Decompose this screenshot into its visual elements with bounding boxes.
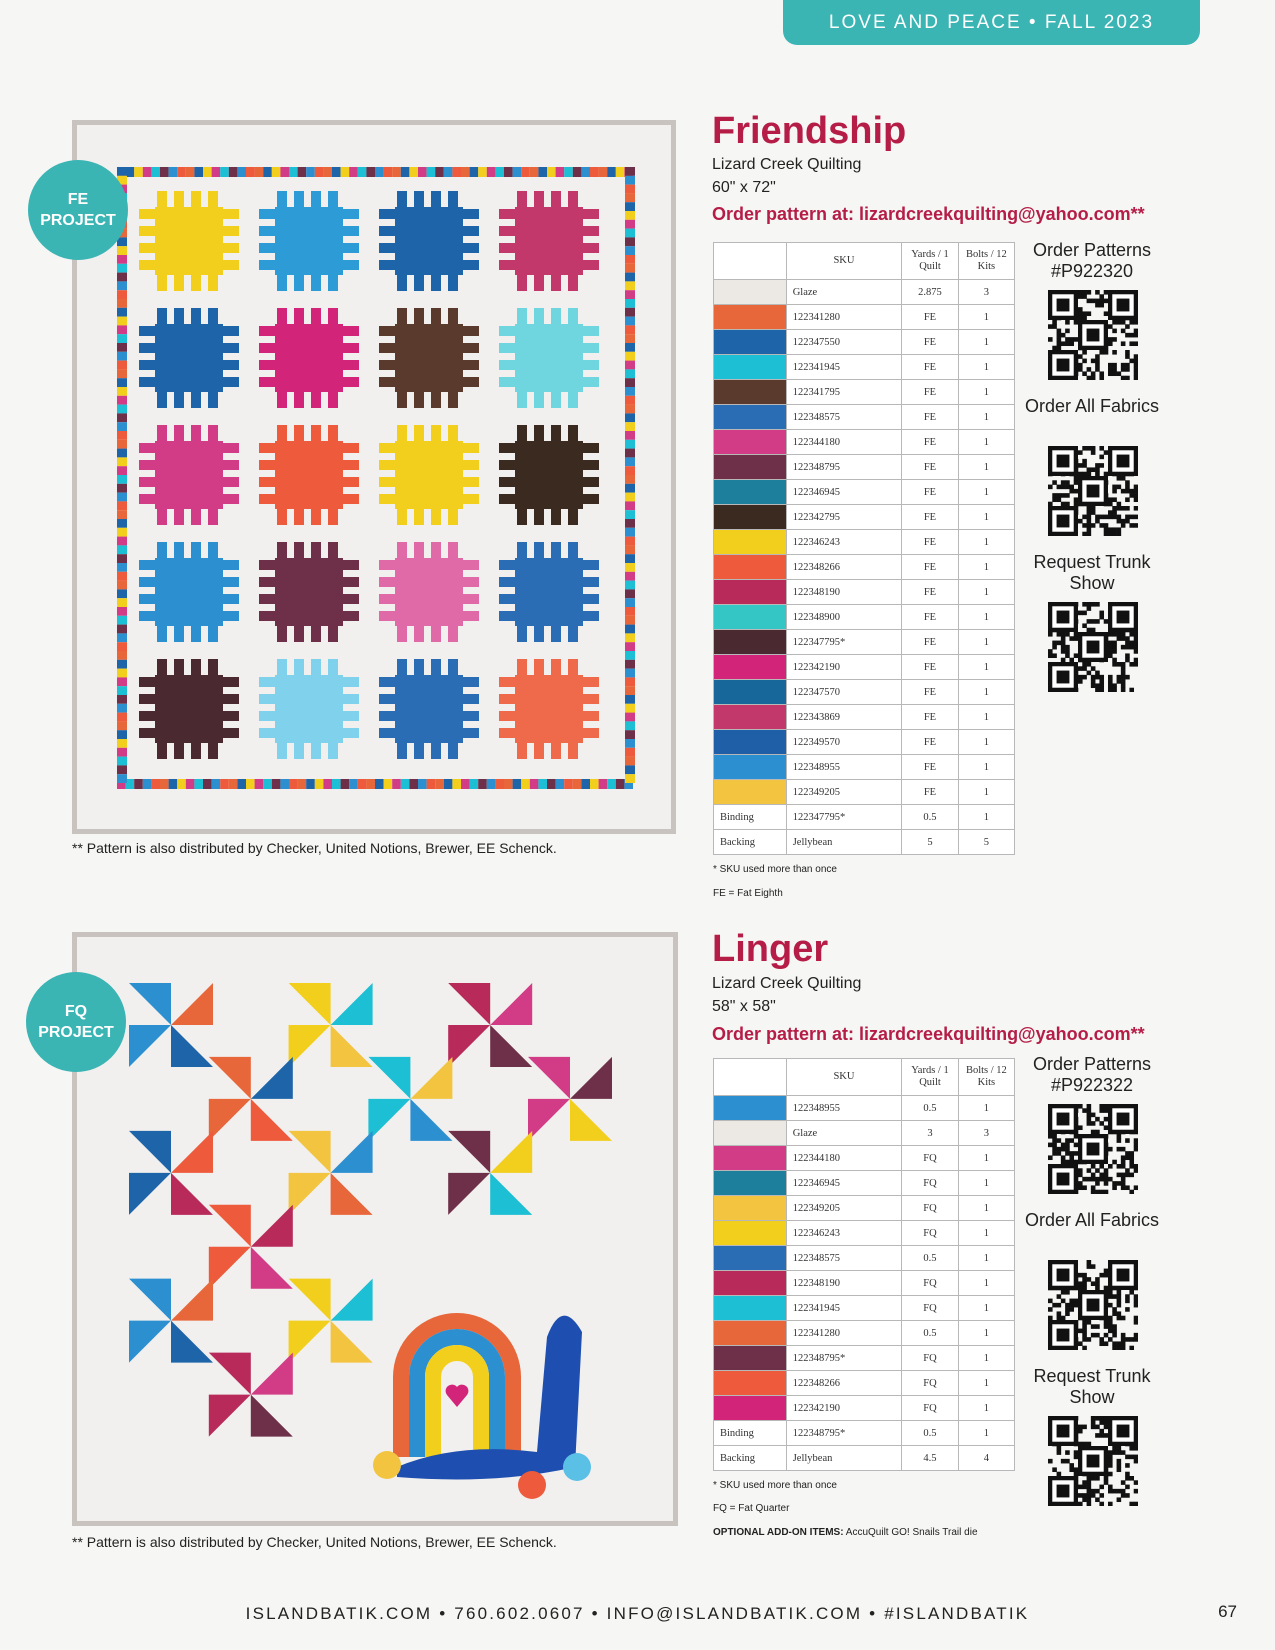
designer-name: Lizard Creek Quilting: [712, 975, 862, 992]
bolts-cell: 1: [958, 380, 1014, 405]
sku-header: SKU: [786, 243, 902, 280]
sku-cell: 122349570: [786, 730, 902, 755]
table-row: [714, 355, 1015, 380]
project-title: Linger: [712, 928, 829, 970]
bolts-cell: 1: [958, 1196, 1014, 1221]
table-row: [714, 330, 1015, 355]
table-row: [714, 1421, 1015, 1446]
sku-cell: 122343869: [786, 705, 902, 730]
table-row: [714, 480, 1015, 505]
table-row: [714, 1296, 1015, 1321]
sku-cell: 122346945: [786, 480, 902, 505]
table-row: [714, 1146, 1015, 1171]
yards-cell: FQ: [902, 1371, 959, 1396]
sku-cell: Glaze: [786, 1121, 902, 1146]
sku-cell: 122344180: [786, 430, 902, 455]
bolts-cell: 1: [958, 730, 1014, 755]
table-row: [714, 1271, 1015, 1296]
trunk-show-qr-code[interactable]: [1048, 1416, 1138, 1506]
footnote: * SKU used more than once: [713, 864, 837, 875]
yards-cell: FE: [902, 305, 959, 330]
friendship-quilt-image: [77, 125, 671, 829]
yards-cell: FE: [902, 405, 959, 430]
bolts-cell: 1: [958, 405, 1014, 430]
yards-cell: FE: [902, 380, 959, 405]
yards-cell: 0.5: [902, 805, 959, 830]
bolts-cell: 1: [958, 1246, 1014, 1271]
sku-cell: 122349205: [786, 780, 902, 805]
table-row: [714, 805, 1015, 830]
bolts-cell: 4: [958, 1446, 1014, 1471]
badge-line-2: PROJECT: [38, 1024, 114, 1041]
bolts-cell: 1: [958, 705, 1014, 730]
fabric-swatch: [714, 380, 787, 405]
fabric-swatch: [714, 1096, 787, 1121]
yards-cell: FQ: [902, 1171, 959, 1196]
fabric-swatch: [714, 780, 787, 805]
bolts-cell: 1: [958, 305, 1014, 330]
sku-cell: 122341280: [786, 305, 902, 330]
fabric-swatch: [714, 1246, 787, 1271]
issue-tab: LOVE AND PEACE • FALL 2023: [783, 0, 1200, 45]
bolts-cell: 1: [958, 430, 1014, 455]
fabric-swatch: [714, 605, 787, 630]
sku-cell: 122348190: [786, 1271, 902, 1296]
friendship-quilt-photo: [72, 120, 676, 834]
yards-cell: 0.5: [902, 1246, 959, 1271]
table-row: [714, 530, 1015, 555]
fabric-swatch: [714, 430, 787, 455]
yards-cell: FE: [902, 455, 959, 480]
order-pattern-link[interactable]: Order pattern at: lizardcreekquilting@yahoo.com**: [712, 1024, 1145, 1044]
sku-cell: Jellybean: [786, 1446, 902, 1471]
row-label: Backing: [714, 1446, 787, 1471]
sku-cell: 122348266: [786, 555, 902, 580]
yards-cell: FE: [902, 655, 959, 680]
swatch-header: [714, 243, 787, 280]
addon-label: OPTIONAL ADD-ON ITEMS:: [713, 1527, 844, 1538]
bolts-cell: 1: [958, 680, 1014, 705]
sku-cell: 122342190: [786, 1396, 902, 1421]
bolts-cell: 1: [958, 455, 1014, 480]
footnote: * SKU used more than once: [713, 1480, 837, 1491]
row-label: Binding: [714, 805, 787, 830]
fabric-table: [713, 1058, 1015, 1471]
distribution-note: ** Pattern is also distributed by Checker, United Notions, Brewer, EE Schenck.: [72, 1534, 557, 1550]
fabric-table: [713, 242, 1015, 855]
bolts-cell: 1: [958, 330, 1014, 355]
yards-cell: FE: [902, 630, 959, 655]
sku-cell: 122346945: [786, 1171, 902, 1196]
quilt-size: 60" x 72": [712, 179, 776, 196]
order-patterns-qr-code[interactable]: [1048, 1104, 1138, 1194]
table-row: [714, 605, 1015, 630]
yards-cell: FE: [902, 580, 959, 605]
sku-cell: 122346243: [786, 530, 902, 555]
fabric-swatch: [714, 1121, 787, 1146]
sku-cell: 122347795*: [786, 805, 902, 830]
trunk-show-qr-code[interactable]: [1048, 602, 1138, 692]
bolts-cell: 1: [958, 1271, 1014, 1296]
sku-cell: 122349205: [786, 1196, 902, 1221]
project-title: Friendship: [712, 110, 907, 152]
trunk-show-label: Request Trunk Show: [1033, 1366, 1151, 1407]
table-row: [714, 1371, 1015, 1396]
fabric-swatch: [714, 1346, 787, 1371]
fabric-swatch: [714, 555, 787, 580]
table-row: [714, 780, 1015, 805]
bolts-cell: 5: [958, 830, 1014, 855]
bolts-cell: 1: [958, 1096, 1014, 1121]
trunk-show-label: Request Trunk Show: [1033, 552, 1151, 593]
fabric-swatch: [714, 1171, 787, 1196]
fabric-swatch: [714, 305, 787, 330]
sku-cell: 122348795*: [786, 1346, 902, 1371]
sku-cell: 122347550: [786, 330, 902, 355]
table-row: [714, 555, 1015, 580]
table-row: [714, 1121, 1015, 1146]
fabric-swatch: [714, 1396, 787, 1421]
bolts-cell: 1: [958, 805, 1014, 830]
sku-cell: 122342190: [786, 655, 902, 680]
fabric-swatch: [714, 1296, 787, 1321]
footnote: FQ = Fat Quarter: [713, 1503, 790, 1514]
sku-cell: 122347795*: [786, 630, 902, 655]
sku-cell: 122348266: [786, 1371, 902, 1396]
quilt-size: 58" x 58": [712, 998, 776, 1015]
fabric-swatch: [714, 730, 787, 755]
yards-cell: FQ: [902, 1221, 959, 1246]
footnote: FE = Fat Eighth: [713, 888, 783, 899]
bolts-cell: 1: [958, 605, 1014, 630]
order-fabrics-label: Order All Fabrics: [1024, 1210, 1160, 1230]
sku-cell: 122348795: [786, 455, 902, 480]
bolts-cell: 1: [958, 1221, 1014, 1246]
order-patterns-label: Order Patterns #P922322: [1032, 1054, 1152, 1095]
fabric-swatch: [714, 680, 787, 705]
table-row: [714, 1346, 1015, 1371]
yards-cell: FQ: [902, 1346, 959, 1371]
yards-cell: FE: [902, 780, 959, 805]
designer-name: Lizard Creek Quilting: [712, 156, 862, 173]
bolts-cell: 1: [958, 655, 1014, 680]
fabric-swatch: [714, 1146, 787, 1171]
sku-cell: 122342795: [786, 505, 902, 530]
fabric-swatch: [714, 1371, 787, 1396]
yards-cell: FE: [902, 505, 959, 530]
fabric-swatch: [714, 405, 787, 430]
bolts-cell: 1: [958, 1146, 1014, 1171]
bolts-cell: 1: [958, 1346, 1014, 1371]
sku-cell: 122348955: [786, 1096, 902, 1121]
swatch-header: [714, 1059, 787, 1096]
table-row: [714, 1196, 1015, 1221]
yards-cell: FE: [902, 480, 959, 505]
table-row: [714, 430, 1015, 455]
bolts-header: Bolts / 12 Kits: [958, 1059, 1014, 1096]
yards-cell: FE: [902, 430, 959, 455]
table-row: [714, 280, 1015, 305]
sku-cell: 122341945: [786, 1296, 902, 1321]
yards-cell: 2.875: [902, 280, 959, 305]
order-fabrics-label: Order All Fabrics: [1024, 396, 1160, 416]
sku-header: SKU: [786, 1059, 902, 1096]
bolts-cell: 1: [958, 1321, 1014, 1346]
table-row: [714, 1171, 1015, 1196]
bolts-header: Bolts / 12 Kits: [958, 243, 1014, 280]
table-row: [714, 680, 1015, 705]
fabric-swatch: [714, 1196, 787, 1221]
fabric-swatch: [714, 505, 787, 530]
yards-cell: FE: [902, 730, 959, 755]
bolts-cell: 1: [958, 1296, 1014, 1321]
table-row: [714, 580, 1015, 605]
fabric-swatch: [714, 1321, 787, 1346]
sku-cell: 122341280: [786, 1321, 902, 1346]
fabric-swatch: [714, 1221, 787, 1246]
page-number: 67: [1218, 1602, 1237, 1621]
bolts-cell: 1: [958, 1396, 1014, 1421]
yards-cell: FE: [902, 530, 959, 555]
bolts-cell: 1: [958, 1421, 1014, 1446]
table-row: [714, 380, 1015, 405]
footer-contact: ISLANDBATIK.COM • 760.602.0607 • INFO@ISLANDBATIK.COM • #ISLANDBATIK: [245, 1604, 1030, 1623]
addon-text: AccuQuilt GO! Snails Trail die: [843, 1527, 978, 1538]
yards-cell: FQ: [902, 1296, 959, 1321]
yards-cell: FE: [902, 555, 959, 580]
order-fabrics-qr-code[interactable]: [1048, 1260, 1138, 1350]
table-row: [714, 705, 1015, 730]
sku-cell: 122348575: [786, 1246, 902, 1271]
table-row: [714, 1221, 1015, 1246]
table-row: [714, 755, 1015, 780]
table-row: [714, 630, 1015, 655]
yards-cell: FQ: [902, 1196, 959, 1221]
bolts-cell: 1: [958, 780, 1014, 805]
yards-cell: 3: [902, 1121, 959, 1146]
sku-cell: Glaze: [786, 280, 902, 305]
badge-line-2: PROJECT: [40, 212, 116, 229]
order-patterns-label: Order Patterns #P922320: [1032, 240, 1152, 281]
bolts-cell: 1: [958, 580, 1014, 605]
sku-cell: Jellybean: [786, 830, 902, 855]
badge-line-1: FQ: [64, 1003, 88, 1020]
addon-note: [713, 1527, 978, 1538]
table-row: [714, 1396, 1015, 1421]
bolts-cell: 1: [958, 505, 1014, 530]
yards-cell: FE: [902, 755, 959, 780]
table-row: [714, 1246, 1015, 1271]
table-row: [714, 505, 1015, 530]
yards-header: Yards / 1 Quilt: [902, 1059, 959, 1096]
fabric-swatch: [714, 280, 787, 305]
sku-cell: 122348955: [786, 755, 902, 780]
sku-cell: 122341945: [786, 355, 902, 380]
sku-cell: 122348900: [786, 605, 902, 630]
fabric-swatch: [714, 755, 787, 780]
fabric-swatch: [714, 655, 787, 680]
fabric-swatch: [714, 580, 787, 605]
yards-cell: FE: [902, 605, 959, 630]
badge-line-1: FE: [67, 191, 89, 208]
fabric-swatch: [714, 455, 787, 480]
sku-cell: 122348575: [786, 405, 902, 430]
yards-cell: FE: [902, 330, 959, 355]
table-row: [714, 455, 1015, 480]
order-fabrics-qr-code[interactable]: [1048, 446, 1138, 536]
yards-cell: FQ: [902, 1396, 959, 1421]
fabric-swatch: [714, 355, 787, 380]
row-label: Binding: [714, 1421, 787, 1446]
linger-quilt-photo: [72, 932, 678, 1526]
table-row: [714, 305, 1015, 330]
bolts-cell: 1: [958, 755, 1014, 780]
yards-cell: 0.5: [902, 1321, 959, 1346]
bolts-cell: 1: [958, 1171, 1014, 1196]
table-row: [714, 1096, 1015, 1121]
table-row: [714, 1446, 1015, 1471]
yards-cell: FE: [902, 355, 959, 380]
order-patterns-qr-code[interactable]: [1048, 290, 1138, 380]
bolts-cell: 3: [958, 280, 1014, 305]
sku-cell: 122341795: [786, 380, 902, 405]
sku-cell: 122348190: [786, 580, 902, 605]
yards-cell: FQ: [902, 1146, 959, 1171]
yards-header: Yards / 1 Quilt: [902, 243, 959, 280]
linger-quilt-image: [77, 937, 673, 1521]
fq-project-badge: [30, 976, 122, 1068]
sku-cell: 122346243: [786, 1221, 902, 1246]
fabric-swatch: [714, 705, 787, 730]
yards-cell: 0.5: [902, 1421, 959, 1446]
yards-cell: 4.5: [902, 1446, 959, 1471]
sku-cell: 122347570: [786, 680, 902, 705]
bolts-cell: 3: [958, 1121, 1014, 1146]
sku-cell: 122344180: [786, 1146, 902, 1171]
fe-project-badge: [32, 164, 124, 256]
distribution-note: ** Pattern is also distributed by Checker, United Notions, Brewer, EE Schenck.: [72, 840, 557, 856]
fabric-swatch: [714, 630, 787, 655]
bolts-cell: 1: [958, 480, 1014, 505]
yards-cell: FE: [902, 705, 959, 730]
fabric-swatch: [714, 480, 787, 505]
bolts-cell: 1: [958, 555, 1014, 580]
bolts-cell: 1: [958, 355, 1014, 380]
table-row: [714, 830, 1015, 855]
table-row: [714, 405, 1015, 430]
fabric-swatch: [714, 1271, 787, 1296]
yards-cell: 0.5: [902, 1096, 959, 1121]
table-row: [714, 655, 1015, 680]
row-label: Backing: [714, 830, 787, 855]
fabric-swatch: [714, 330, 787, 355]
table-row: [714, 730, 1015, 755]
table-row: [714, 1321, 1015, 1346]
sku-cell: 122348795*: [786, 1421, 902, 1446]
bolts-cell: 1: [958, 1371, 1014, 1396]
yards-cell: FQ: [902, 1271, 959, 1296]
bolts-cell: 1: [958, 630, 1014, 655]
order-pattern-link[interactable]: Order pattern at: lizardcreekquilting@yahoo.com**: [712, 204, 1145, 224]
bolts-cell: 1: [958, 530, 1014, 555]
yards-cell: 5: [902, 830, 959, 855]
yards-cell: FE: [902, 680, 959, 705]
fabric-swatch: [714, 530, 787, 555]
